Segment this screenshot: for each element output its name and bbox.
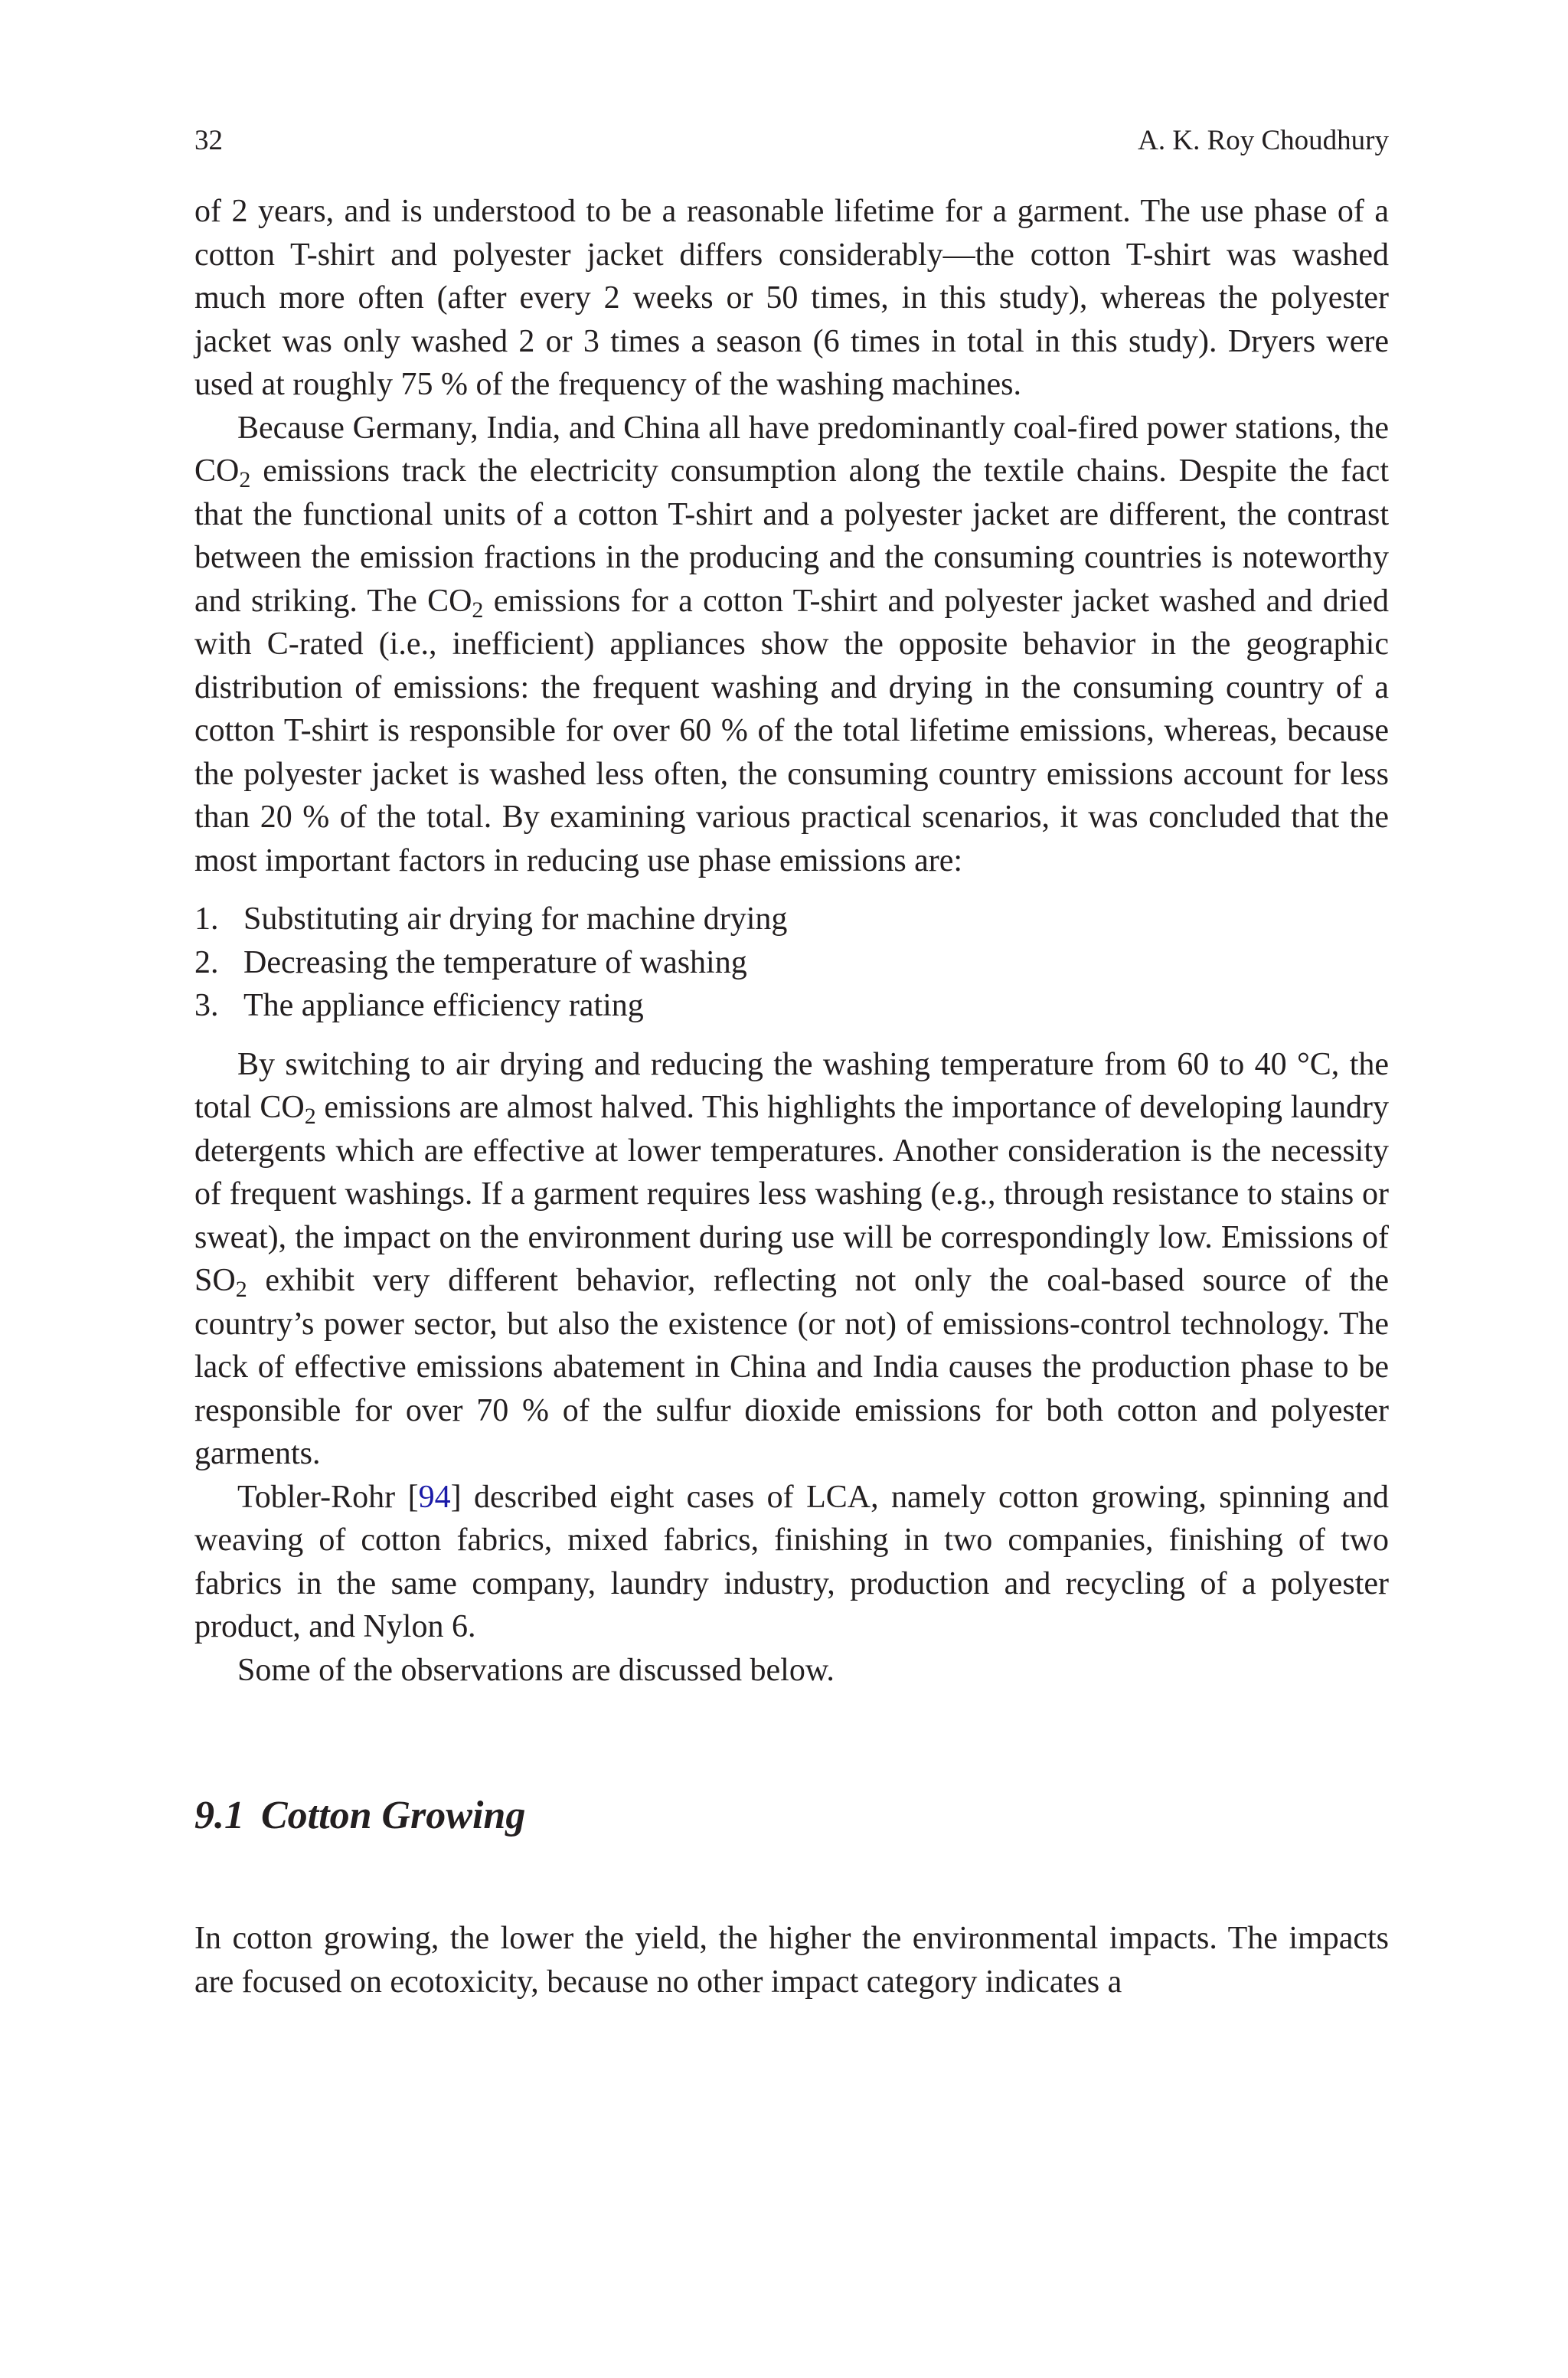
paragraph-text: In cotton growing, the lower the yield, the higher the environmental impacts. The impacts are focused on ecotoxicity, because no other impact category indicates a bbox=[194, 1921, 1389, 2000]
list-item bbox=[194, 898, 1389, 941]
paragraph-text: of 2 years, and is understood to be a reasonable lifetime for a garment. The use phase of a cotton T-shirt and polyester jacket differs considerably—the cotton T-shirt was washed much more often (after every 2 weeks or 50 times, in this study), whereas the polyester jacket was only washed 2 or 3 times a season (6 times in total in this study). Dryers were used at roughly 75 % of the frequency of the washing machines. bbox=[194, 194, 1389, 402]
factors-list bbox=[194, 898, 1389, 1028]
paragraph-air-drying bbox=[194, 1043, 1389, 1476]
section-heading bbox=[194, 1791, 1389, 1840]
list-text: Decreasing the temperature of washing bbox=[243, 944, 747, 980]
subscript: 2 bbox=[235, 1277, 247, 1302]
subscript: 2 bbox=[472, 597, 484, 623]
list-text: Substituting air drying for machine drying bbox=[243, 901, 788, 937]
list-number: 3. bbox=[194, 988, 219, 1023]
paragraph-observations bbox=[194, 1649, 1389, 1693]
list-item bbox=[194, 941, 1389, 985]
text-run: Because Germany, India, and China all have predominantly coal-fired power stations, the CO bbox=[194, 410, 1389, 489]
paragraph-use-phase bbox=[194, 190, 1389, 407]
list-number: 1. bbox=[194, 901, 219, 937]
text-run: emissions for a cotton T-shirt and polyester jacket washed and dried with C-rated (i.e., inefficient) appliances show the opposite behavior in the geographic distribution of emissions: the frequent washing and drying in the consuming country of a cotton T-shirt is responsible for over 60 % of the total lifetime emissions, whereas, because the polyester jacket is washed less often, the consuming country emissions account for less than 20 % of the total. By examining various practical scenarios, it was concluded that the most important factors in reducing use phase emissions are: bbox=[194, 583, 1389, 878]
citation-link[interactable]: 94 bbox=[418, 1479, 451, 1515]
section-number: 9.1 bbox=[194, 1794, 244, 1837]
text-run: emissions are almost halved. This highlights the importance of developing laundry detergents which are effective at lower temperatures. Another consideration is the necessity of frequent washings. If a garment requires less washing (e.g., through resistance to stains or sweat), the impact on the environment during use will be correspondingly low. Emissions of SO bbox=[194, 1090, 1389, 1298]
paragraph-tobler-rohr bbox=[194, 1476, 1389, 1649]
subscript: 2 bbox=[304, 1104, 316, 1129]
list-item bbox=[194, 984, 1389, 1028]
paragraph-text: Some of the observations are discussed below. bbox=[237, 1652, 835, 1688]
running-head bbox=[194, 123, 1389, 159]
text-run: By switching to air drying and reducing the washing temperature from 60 to 40 °C, the total CO bbox=[194, 1046, 1389, 1125]
text-run: Tobler-Rohr [ bbox=[237, 1479, 419, 1515]
page bbox=[194, 123, 1389, 2003]
page-number: 32 bbox=[194, 125, 223, 156]
running-author: A. K. Roy Choudhury bbox=[1138, 125, 1389, 156]
paragraph-co2-emissions bbox=[194, 407, 1389, 883]
section-title: Cotton Growing bbox=[261, 1794, 526, 1837]
text-run: emissions track the electricity consumption along the textile chains. Despite the fact that the functional units of a cotton T-shirt and a polyester jacket are different, the contrast between the emission fractions in the producing and the consuming countries is noteworthy and striking. The CO bbox=[194, 453, 1389, 619]
text-run: ] described eight cases of LCA, namely cotton growing, spinning and weaving of cotton fabrics, mixed fabrics, finishing in two companies, finishing of two fabrics in the same company, laundry industry, production and recycling of a polyester product, and Nylon 6. bbox=[194, 1479, 1389, 1644]
subscript: 2 bbox=[239, 467, 251, 492]
list-number: 2. bbox=[194, 944, 219, 980]
text-run: exhibit very different behavior, reflecting not only the coal-based source of the country’s power sector, but also the existence (or not) of emissions-control technology. The lack of effective emissions abatement in China and India causes the production phase to be responsible for over 70 % of the sulfur dioxide emissions for both cotton and polyester garments. bbox=[194, 1263, 1389, 1471]
paragraph-cotton-growing bbox=[194, 1917, 1389, 2003]
list-text: The appliance efficiency rating bbox=[243, 988, 644, 1023]
